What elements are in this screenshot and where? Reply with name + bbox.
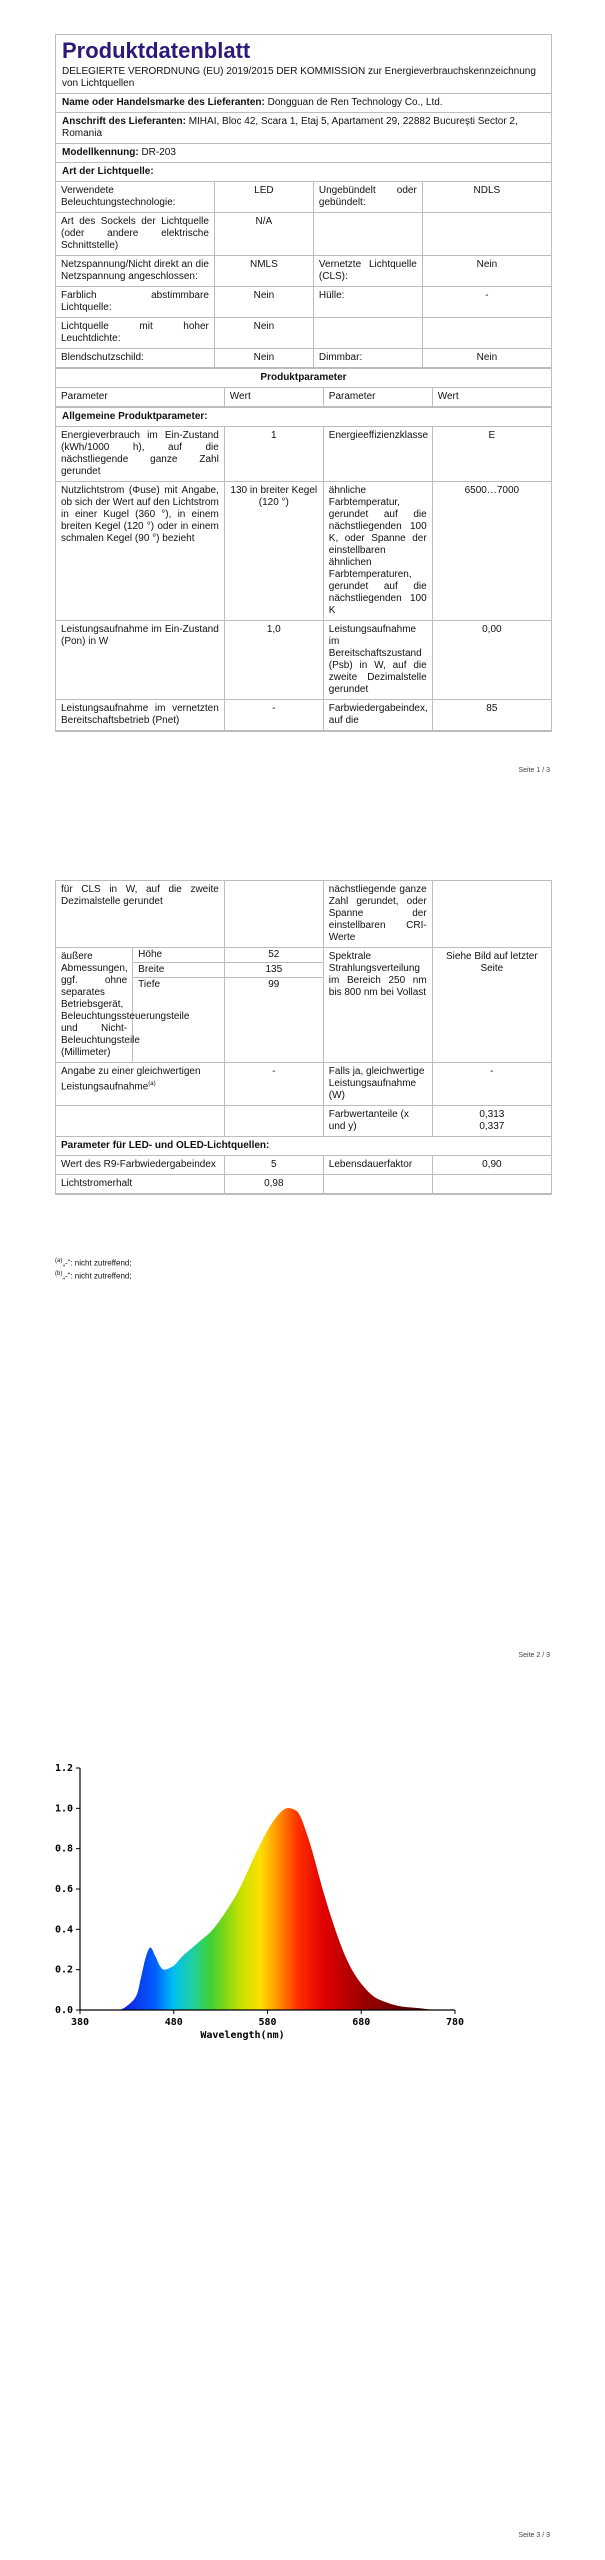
y-tick-label: 0.8	[54, 1843, 73, 1855]
cell-value: 85	[432, 700, 551, 731]
cell-param: Vernetzte Lichtquelle (CLS):	[313, 256, 422, 287]
cell-value	[422, 318, 551, 349]
cell-value: 1,0	[224, 621, 323, 700]
cell-value: 5	[224, 1156, 323, 1175]
cell-value: Nein	[214, 349, 313, 368]
led-heading-row	[56, 1137, 551, 1156]
cell-param: für CLS in W, auf die zweite Dezimalstelle gerundet	[56, 881, 224, 948]
chromaticity-x: 0,313	[479, 1109, 505, 1120]
supplier-address-value: MIHAI, Bloc 42, Scara 1, Etaj 5, Apartament 29, 22882 București Sector 2, Romania	[62, 116, 518, 139]
cell-param: Art des Sockels der Lichtquelle (oder andere elektrische Schnittstelle)	[56, 213, 214, 256]
param-header-row	[56, 388, 551, 407]
cell-value: -	[224, 700, 323, 731]
chromaticity-values	[432, 1106, 551, 1137]
cell-param: nächstliegende ganze Zahl gerundet, oder Spanne der einstellbaren CRI-Werte	[323, 881, 432, 948]
continued-row	[56, 881, 551, 948]
table-row	[56, 621, 551, 700]
regulation-text: DELEGIERTE VERORDNUNG (EU) 2019/2015 DER KOMMISSION zur Energieverbrauchskennzeichnung von Lichtquellen	[62, 66, 536, 89]
x-tick-label: 580	[258, 2017, 277, 2028]
cell-value: Nein	[422, 349, 551, 368]
dimensions-names	[133, 948, 224, 1062]
x-tick-label: 380	[70, 2017, 90, 2028]
y-tick-label: 0.2	[54, 1964, 73, 1976]
supplier-name-label: Name oder Handelsmarke des Lieferanten:	[62, 97, 265, 108]
cell-param: Energieeffizienzklasse	[323, 427, 432, 482]
cell-value	[224, 881, 323, 948]
table-row	[56, 349, 551, 368]
page-3	[0, 1720, 605, 2560]
cell-value: E	[432, 427, 551, 482]
cell-value: 0,00	[432, 621, 551, 700]
chromaticity-row	[56, 1106, 551, 1137]
dimensions-label: äußere Abmessungen, ggf. ohne separates Betriebsgerät, Beleuchtungssteuerungsteile und Nicht-Beleuchtungsteile (Millimeter)	[56, 948, 133, 1062]
param-header-cell: Parameter	[323, 388, 432, 407]
x-tick-label: 780	[445, 2017, 465, 2028]
dim-width-label: Breite	[133, 963, 224, 978]
cell-param	[323, 1175, 432, 1194]
table-row	[56, 427, 551, 482]
cell-param: Energieverbrauch im Ein-Zustand (kWh/1000 h), auf die nächstliegende ganze Zahl gerundet	[56, 427, 224, 482]
cell-param: Ungebündelt oder gebündelt:	[313, 182, 422, 213]
dimensions-cell	[56, 948, 224, 1063]
y-tick-label: 0.6	[54, 1884, 73, 1895]
cell-param: Leistungsaufnahme im Bereitschaftszustand (Psb) in W, auf die zweite Dezimalstelle gerundet	[323, 621, 432, 700]
spectrum-area	[80, 1808, 455, 2010]
light-type-heading: Art der Lichtquelle:	[56, 162, 551, 181]
cell-param	[313, 318, 422, 349]
equivalent-right-value: -	[432, 1063, 551, 1106]
spectral-label: Spektrale Strahlungsverteilung im Bereich 250 nm bis 800 nm bei Vollast	[323, 948, 432, 1063]
table-row	[56, 182, 551, 213]
page-1	[0, 0, 605, 840]
cell-param: Hülle:	[313, 287, 422, 318]
page-footer: Seite 2 / 3	[518, 1652, 550, 1659]
product-params-heading: Produktparameter	[56, 368, 551, 387]
cell-param: Verwendete Beleuchtungstechnologie:	[56, 182, 214, 213]
cell-value	[432, 881, 551, 948]
cell-param: Leistungsaufnahme im Ein-Zustand (Pon) in W	[56, 621, 224, 700]
table-row	[56, 1156, 551, 1175]
light-type-grid	[56, 182, 551, 368]
datasheet-frame-2	[55, 880, 552, 1195]
page-2	[0, 880, 605, 1680]
cell-value: LED	[214, 182, 313, 213]
spectral-value: Siehe Bild auf letzter Seite	[432, 948, 551, 1063]
model-label: Modellkennung:	[62, 147, 139, 158]
datasheet-frame-1	[55, 34, 552, 732]
equivalent-value: -	[224, 1063, 323, 1106]
footnotes	[55, 1256, 132, 1281]
param-header-grid	[56, 388, 551, 407]
continued-grid	[56, 881, 551, 1194]
chromaticity-y: 0,337	[479, 1121, 505, 1132]
supplier-name-value: Dongguan de Ren Technology Co., Ltd.	[267, 97, 443, 108]
cell-value: NDLS	[422, 182, 551, 213]
model-value: DR-203	[141, 147, 176, 158]
dim-depth-value: 99	[268, 979, 280, 990]
cell-value: 6500…7000	[432, 482, 551, 621]
cell-param: Lebensdauerfaktor	[323, 1156, 432, 1175]
cell-param: Nutzlichtstrom (Φuse) mit Angabe, ob sich der Wert auf den Lichtstrom in einer Kugel (360 °), in einem breiten Kegel (120 °) oder in einem schmalen Kegel (90 °) bezieht	[56, 482, 224, 621]
param-header-cell: Wert	[432, 388, 551, 407]
equivalent-row	[56, 1063, 551, 1106]
table-row	[56, 213, 551, 256]
x-axis-label: Wavelength(nm)	[200, 2030, 285, 2041]
table-row	[56, 256, 551, 287]
cell-value: N/A	[214, 213, 313, 256]
led-params-heading: Parameter für LED- und OLED-Lichtquellen:	[56, 1137, 551, 1156]
table-row	[56, 700, 551, 731]
cell-value	[422, 213, 551, 256]
cell-param: Wert des R9-Farbwiedergabeindex	[56, 1156, 224, 1175]
cell-param: Leistungsaufnahme im vernetzten Bereitschaftsbetrieb (Pnet)	[56, 700, 224, 731]
y-tick-label: 0.4	[54, 1924, 73, 1936]
footnote-a-text: „-“: nicht zutreffend;	[62, 1258, 132, 1268]
table-row	[56, 287, 551, 318]
param-header-table	[56, 387, 551, 407]
cell-value: 0,90	[432, 1156, 551, 1175]
supplier-address-label: Anschrift des Lieferanten:	[62, 116, 186, 127]
table-row	[56, 1175, 551, 1194]
equivalent-label-cell	[56, 1063, 224, 1106]
model-row	[56, 143, 551, 162]
table-row	[56, 318, 551, 349]
cell-value: -	[422, 287, 551, 318]
cell-param: Netzspannung/Nicht direkt an die Netzspannung angeschlossen:	[56, 256, 214, 287]
cell-param: Lichtquelle mit hoher Leuchtdichte:	[56, 318, 214, 349]
page-footer: Seite 3 / 3	[518, 2532, 550, 2539]
dim-width-value: 135	[225, 963, 323, 978]
param-header-cell: Parameter	[56, 388, 224, 407]
cell-value: 130 in breiter Kegel (120 °)	[224, 482, 323, 621]
table-row	[56, 482, 551, 621]
param-header-cell: Wert	[224, 388, 323, 407]
general-params-heading: Allgemeine Produktparameter:	[56, 407, 551, 426]
dimensions-values	[224, 948, 323, 1063]
dim-depth-label: Tiefe	[138, 979, 161, 990]
page-title: Produktdatenblatt	[62, 38, 251, 63]
x-tick-label: 480	[164, 2017, 183, 2028]
equivalent-label: Angabe zu einer gleichwertigen Leistungsaufnahme	[61, 1066, 201, 1093]
cell-param: Dimmbar:	[313, 349, 422, 368]
cell-param: Farbwiedergabeindex, auf die	[323, 700, 432, 731]
chromaticity-label: Farbwertanteile (x und y)	[323, 1106, 432, 1137]
cell-value: 0,98	[224, 1175, 323, 1194]
cell-value: Nein	[214, 287, 313, 318]
cell-value: Nein	[422, 256, 551, 287]
equivalent-right-label: Falls ja, gleichwertige Leistungsaufnahme (W)	[323, 1063, 432, 1106]
empty-cell	[224, 1106, 323, 1137]
x-tick-label: 680	[352, 2017, 371, 2028]
cell-value: Nein	[214, 318, 313, 349]
cell-param: ähnliche Farbtemperatur, gerundet auf die nächstliegenden 100 K, oder Spanne der einstellbaren ähnlichen Farbtemperaturen, gerundet auf die nächstliegenden 100 K	[323, 482, 432, 621]
y-tick-label: 0.0	[54, 2005, 73, 2016]
cell-param: Blendschutzschild:	[56, 349, 214, 368]
footnote-b	[55, 1269, 132, 1282]
dim-height-value: 52	[225, 948, 323, 963]
page-footer: Seite 1 / 3	[518, 767, 550, 774]
light-type-table	[56, 181, 551, 368]
cell-param	[313, 213, 422, 256]
cell-value: 1	[224, 427, 323, 482]
cell-value	[432, 1175, 551, 1194]
footnote-a-mark: (a)	[55, 1258, 63, 1264]
supplier-address-row	[56, 112, 551, 143]
cell-param: Lichtstromerhalt	[56, 1175, 224, 1194]
empty-cell	[56, 1106, 224, 1137]
spectral-distribution-chart	[40, 1740, 480, 2060]
y-tick-label: 1.2	[54, 1763, 73, 1774]
cell-value: NMLS	[214, 256, 313, 287]
general-params-grid	[56, 427, 551, 731]
footnote-a	[55, 1256, 132, 1269]
dimensions-row	[56, 948, 551, 1063]
supplier-name-row	[56, 93, 551, 112]
footnote-ref: (a)	[148, 1081, 156, 1087]
footnote-b-mark: (b)	[55, 1270, 63, 1277]
y-tick-label: 1.0	[54, 1803, 73, 1815]
cell-param: Farblich abstimmbare Lichtquelle:	[56, 287, 214, 318]
footnote-b-text: „-“: nicht zutreffend;	[62, 1271, 132, 1281]
general-params-table	[56, 426, 551, 731]
dim-height-label: Höhe	[133, 948, 224, 963]
